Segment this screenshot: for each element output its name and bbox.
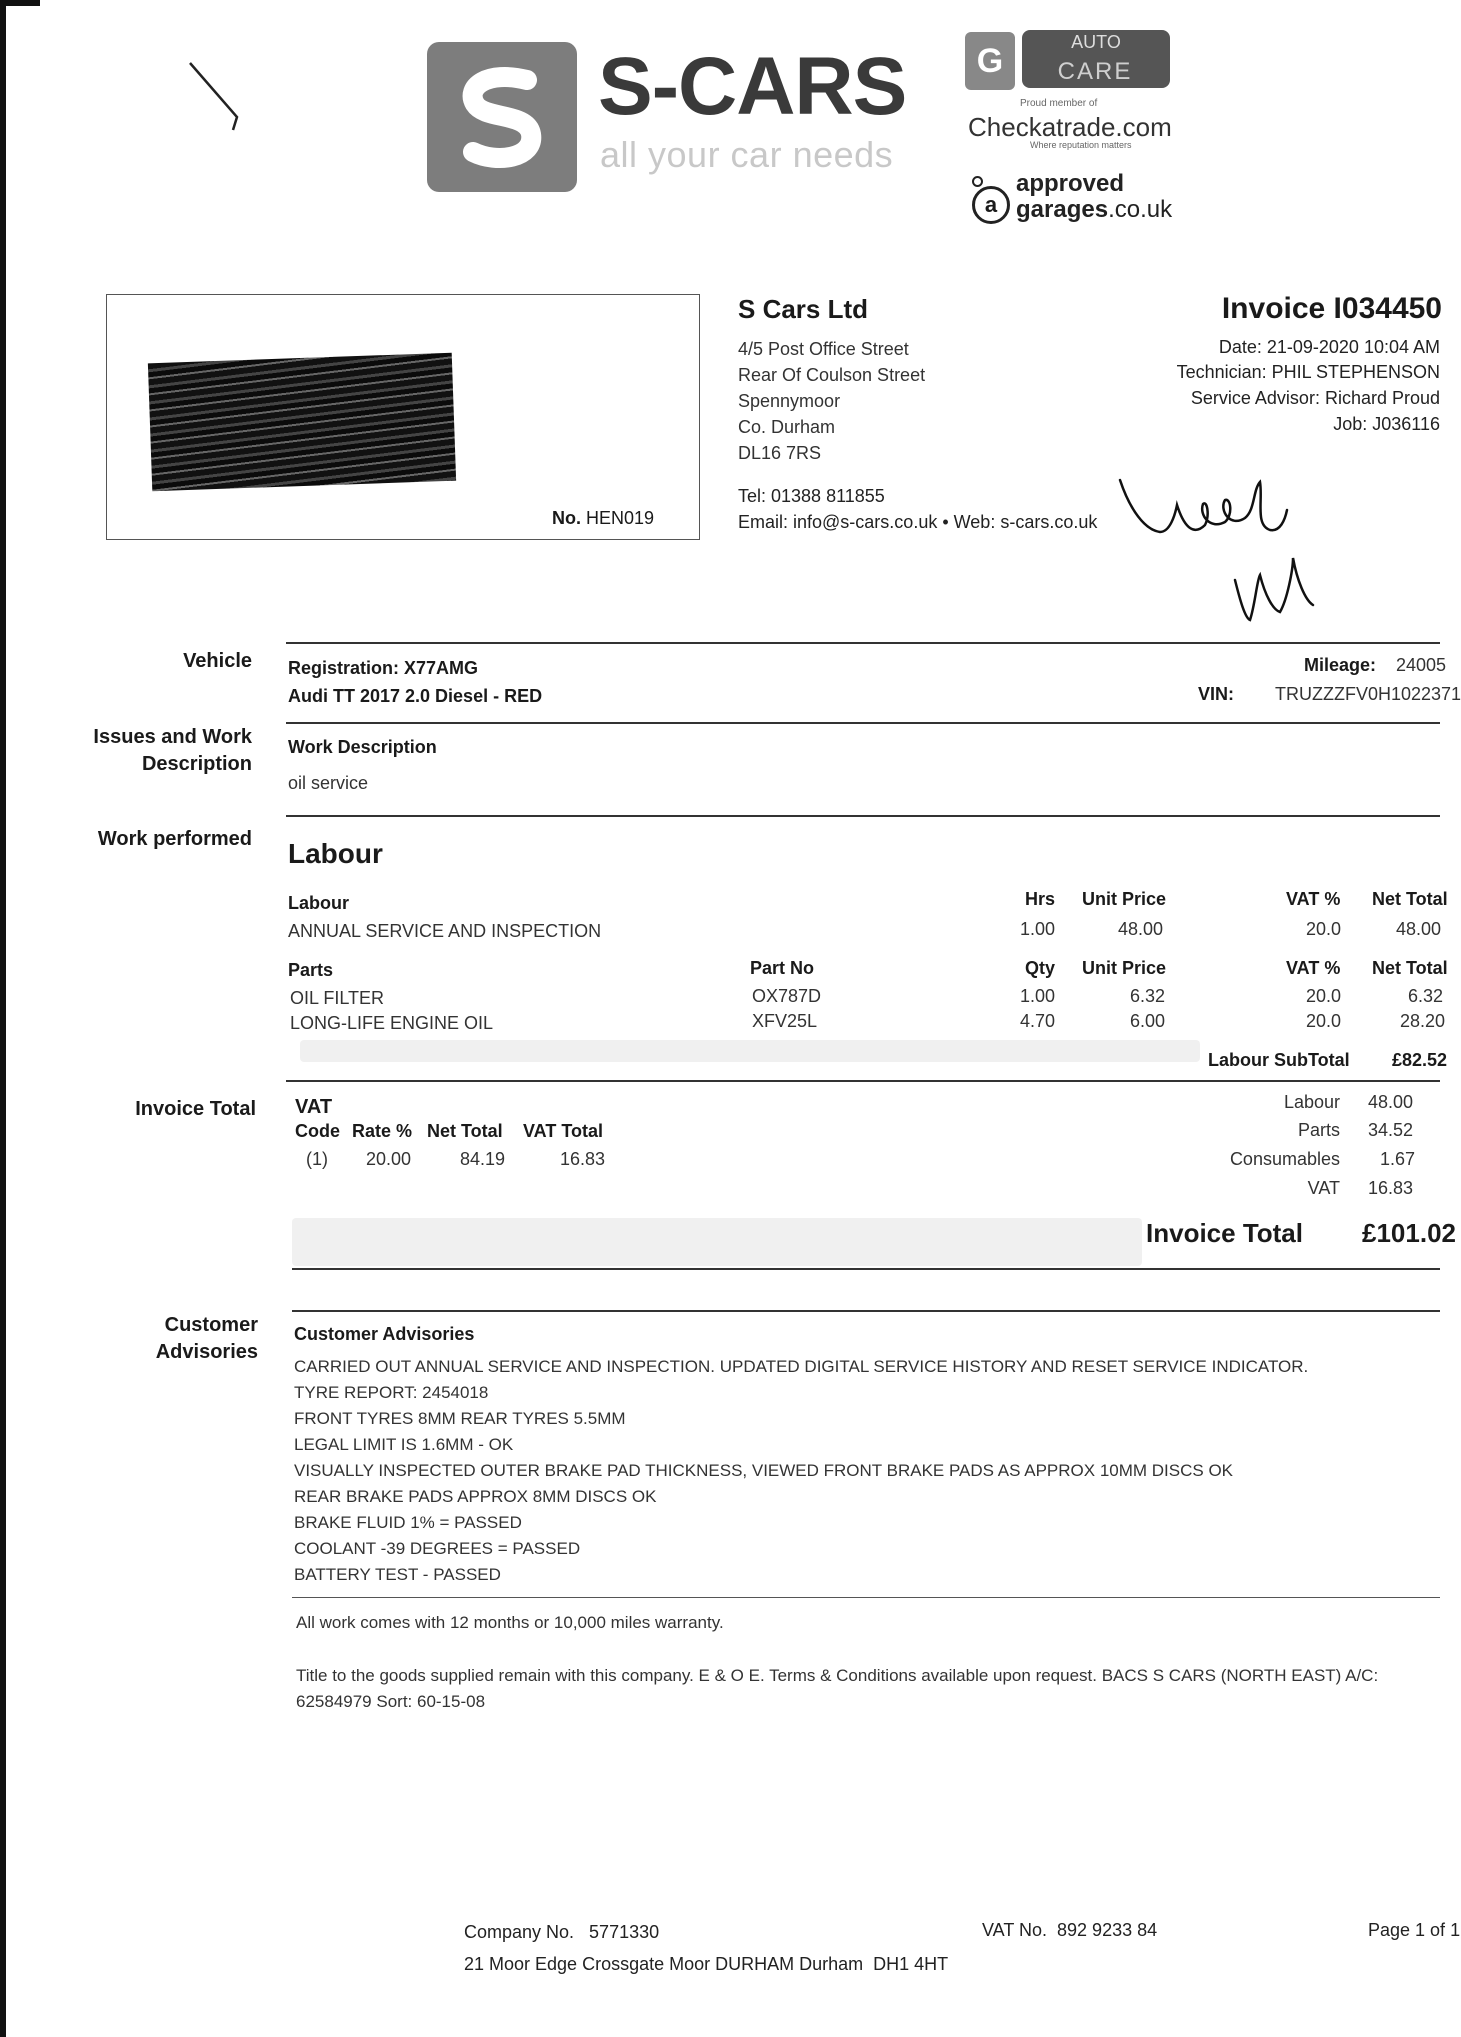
s-cars-logo-icon xyxy=(427,42,577,192)
approved-garages-icon: a xyxy=(972,186,1010,224)
totals-bottom-rule xyxy=(292,1268,1440,1270)
invoice-service-advisor: Service Advisor: Richard Proud xyxy=(1190,388,1440,408)
invoice-total-value: £101.02 xyxy=(1362,1218,1456,1248)
issues-top-rule xyxy=(286,722,1440,724)
parts-col-partno: Part No xyxy=(750,958,815,978)
terms-text-line1: Title to the goods supplied remain with this company. E & O E. Terms & Conditions available upon request. BACS S CARS (NORTH EAST) A/C: xyxy=(296,1666,1379,1685)
breakdown-value: 16.83 xyxy=(1368,1178,1414,1198)
company-address-line: DL16 7RS xyxy=(738,443,822,463)
parts-row-net: 28.20 xyxy=(1400,1011,1446,1031)
vat-heading: VAT xyxy=(295,1096,333,1118)
work-performed-label: Work performed xyxy=(97,828,252,850)
customer-number: No. HEN019 xyxy=(552,508,655,528)
approved-garages-line2: garages.co.uk xyxy=(1016,196,1173,223)
vehicle-label: Vehicle xyxy=(183,650,252,672)
parts-col-desc: Parts xyxy=(288,960,334,980)
company-email-web: Email: info@s-cars.co.uk • Web: s-cars.co.uk xyxy=(738,512,1098,532)
vat-row-code: (1) xyxy=(306,1149,328,1169)
footer-page: Page 1 of 1 xyxy=(1368,1920,1461,1940)
parts-row-vat: 20.0 xyxy=(1306,1011,1342,1031)
advisory-line: VISUALLY INSPECTED OUTER BRAKE PAD THICKNESS, VIEWED FRONT BRAKE PADS AS APPROX 10MM DISCS OK xyxy=(294,1461,1234,1480)
parts-row-unit: 6.00 xyxy=(1130,1011,1166,1031)
invoice-total-label: Invoice Total xyxy=(1146,1218,1303,1248)
advisories-heading: Customer Advisories xyxy=(294,1324,475,1344)
company-address-line: Rear Of Coulson Street xyxy=(738,365,926,385)
advisory-line: REAR BRAKE PADS APPROX 8MM DISCS OK xyxy=(294,1487,657,1506)
labour-row-vat: 20.0 xyxy=(1306,919,1342,939)
scan-smudge xyxy=(292,1218,1142,1266)
labour-row-unit: 48.00 xyxy=(1118,919,1164,939)
company-name: S Cars Ltd xyxy=(738,294,869,324)
invoice-date: Date: 21-09-2020 10:04 AM xyxy=(1218,337,1440,357)
footer-vat-no: VAT No. 892 9233 84 xyxy=(982,1920,1158,1940)
breakdown-label: Parts xyxy=(1297,1120,1340,1140)
vat-col-vat: VAT Total xyxy=(523,1121,603,1141)
invoice-total-section-label: Invoice Total xyxy=(135,1098,256,1120)
company-address-line: 4/5 Post Office Street xyxy=(738,339,909,359)
parts-col-net: Net Total xyxy=(1372,958,1448,978)
parts-row-net: 6.32 xyxy=(1408,986,1444,1006)
parts-row-desc: OIL FILTER xyxy=(290,988,385,1008)
labour-subtotal-value: £82.52 xyxy=(1392,1050,1448,1070)
labour-col-hrs: Hrs xyxy=(1025,889,1056,909)
checkatrade-logo: Checkatrade.com xyxy=(968,112,1172,142)
parts-row-unit: 6.32 xyxy=(1130,986,1166,1006)
checkatrade-proud: Proud member of xyxy=(1020,98,1098,109)
footer-company-no: Company No. 5771330 xyxy=(464,1922,660,1942)
company-address-line: Spennymoor xyxy=(738,391,841,411)
brand-name: S-CARS xyxy=(598,41,907,132)
vat-row-rate: 20.00 xyxy=(366,1149,412,1169)
work-description-text: oil service xyxy=(288,773,369,793)
vat-col-rate: Rate % xyxy=(352,1121,413,1141)
brand-tagline: all your car needs xyxy=(600,134,894,175)
breakdown-label: Labour xyxy=(1283,1092,1340,1112)
vehicle-registration: Registration: X77AMG xyxy=(288,658,479,678)
redacted-address xyxy=(148,353,456,492)
parts-row-vat: 20.0 xyxy=(1306,986,1342,1006)
advisory-line: LEGAL LIMIT IS 1.6MM - OK xyxy=(294,1435,514,1454)
scan-edge-top xyxy=(0,0,40,6)
invoice-title: Invoice I034450 xyxy=(1221,292,1442,325)
issues-label: Issues and Work Description xyxy=(93,726,252,775)
parts-col-unit: Unit Price xyxy=(1082,958,1167,978)
advisories-top-rule xyxy=(292,1310,1440,1312)
autocare-badge: AUTO xyxy=(1022,30,1170,88)
footer-address: 21 Moor Edge Crossgate Moor DURHAM Durham DH1 4HT xyxy=(464,1954,949,1974)
warranty-text: All work comes with 12 months or 10,000 miles warranty. xyxy=(296,1613,724,1632)
parts-col-qty: Qty xyxy=(1025,958,1056,978)
approved-dot-icon xyxy=(972,176,983,187)
scan-edge xyxy=(0,0,6,2037)
parts-row-partno: OX787D xyxy=(752,986,822,1006)
labour-row-desc: ANNUAL SERVICE AND INSPECTION xyxy=(288,921,602,941)
work-description-heading: Work Description xyxy=(288,737,437,757)
vin-label: VIN: xyxy=(1198,684,1234,704)
company-tel: Tel: 01388 811855 xyxy=(738,486,885,506)
checkatrade-sub: Where reputation matters xyxy=(1030,140,1132,150)
advisory-line: TYRE REPORT: 2454018 xyxy=(294,1383,489,1402)
parts-row-desc: LONG-LIFE ENGINE OIL xyxy=(290,1013,494,1033)
advisory-line: BRAKE FLUID 1% = PASSED xyxy=(294,1513,522,1532)
garage-badge-icon: G xyxy=(965,32,1015,90)
vin-value: TRUZZZFV0H1022371 xyxy=(1275,684,1461,704)
breakdown-value: 1.67 xyxy=(1380,1149,1416,1169)
handwritten-signature xyxy=(1115,470,1345,630)
breakdown-label: VAT xyxy=(1307,1178,1340,1198)
work-top-rule xyxy=(286,815,1440,817)
invoice-technician: Technician: PHIL STEPHENSON xyxy=(1176,362,1440,382)
advisories-bottom-rule xyxy=(292,1597,1440,1598)
labour-col-vat: VAT % xyxy=(1286,889,1341,909)
advisory-line: CARRIED OUT ANNUAL SERVICE AND INSPECTION. UPDATED DIGITAL SERVICE HISTORY AND RESET SERVICE INDICATOR. xyxy=(294,1357,1309,1376)
company-address-line: Co. Durham xyxy=(738,417,836,437)
vehicle-model: Audi TT 2017 2.0 Diesel - RED xyxy=(288,686,543,706)
mileage-label: Mileage: xyxy=(1304,655,1377,675)
parts-row-qty: 4.70 xyxy=(1020,1011,1056,1031)
vat-row-vat: 16.83 xyxy=(560,1149,606,1169)
labour-row-hrs: 1.00 xyxy=(1020,919,1056,939)
labour-row-net: 48.00 xyxy=(1396,919,1442,939)
vat-col-net: Net Total xyxy=(427,1121,503,1141)
vehicle-top-rule xyxy=(286,642,1440,644)
tick-mark xyxy=(185,55,245,135)
breakdown-value: 48.00 xyxy=(1368,1092,1414,1112)
advisories-label: Customer Advisories xyxy=(155,1314,258,1363)
autocare-badge-sub: CARE xyxy=(1057,58,1133,85)
advisory-line: COOLANT -39 DEGREES = PASSED xyxy=(294,1539,581,1558)
terms-text-line2: 62584979 Sort: 60-15-08 xyxy=(296,1692,486,1711)
vat-row-net: 84.19 xyxy=(460,1149,506,1169)
labour-col-unit: Unit Price xyxy=(1082,889,1167,909)
advisory-line: BATTERY TEST - PASSED xyxy=(294,1565,501,1584)
totals-top-rule xyxy=(286,1080,1440,1082)
labour-col-net: Net Total xyxy=(1372,889,1448,909)
advisory-line: FRONT TYRES 8MM REAR TYRES 5.5MM xyxy=(294,1409,626,1428)
invoice-job: Job: J036116 xyxy=(1333,414,1440,434)
labour-subtotal-label: Labour SubTotal xyxy=(1208,1050,1350,1070)
labour-col-desc: Labour xyxy=(288,893,349,913)
scan-smudge xyxy=(300,1040,1200,1062)
vat-col-code: Code xyxy=(295,1121,340,1141)
approved-garages-line1: approved xyxy=(1016,170,1125,197)
parts-row-partno: XFV25L xyxy=(752,1011,818,1031)
breakdown-label: Consumables xyxy=(1229,1149,1340,1169)
breakdown-value: 34.52 xyxy=(1368,1120,1414,1140)
parts-row-qty: 1.00 xyxy=(1020,986,1056,1006)
mileage-value: 24005 xyxy=(1396,655,1447,675)
parts-col-vat: VAT % xyxy=(1286,958,1341,978)
labour-section-title: Labour xyxy=(288,838,383,869)
